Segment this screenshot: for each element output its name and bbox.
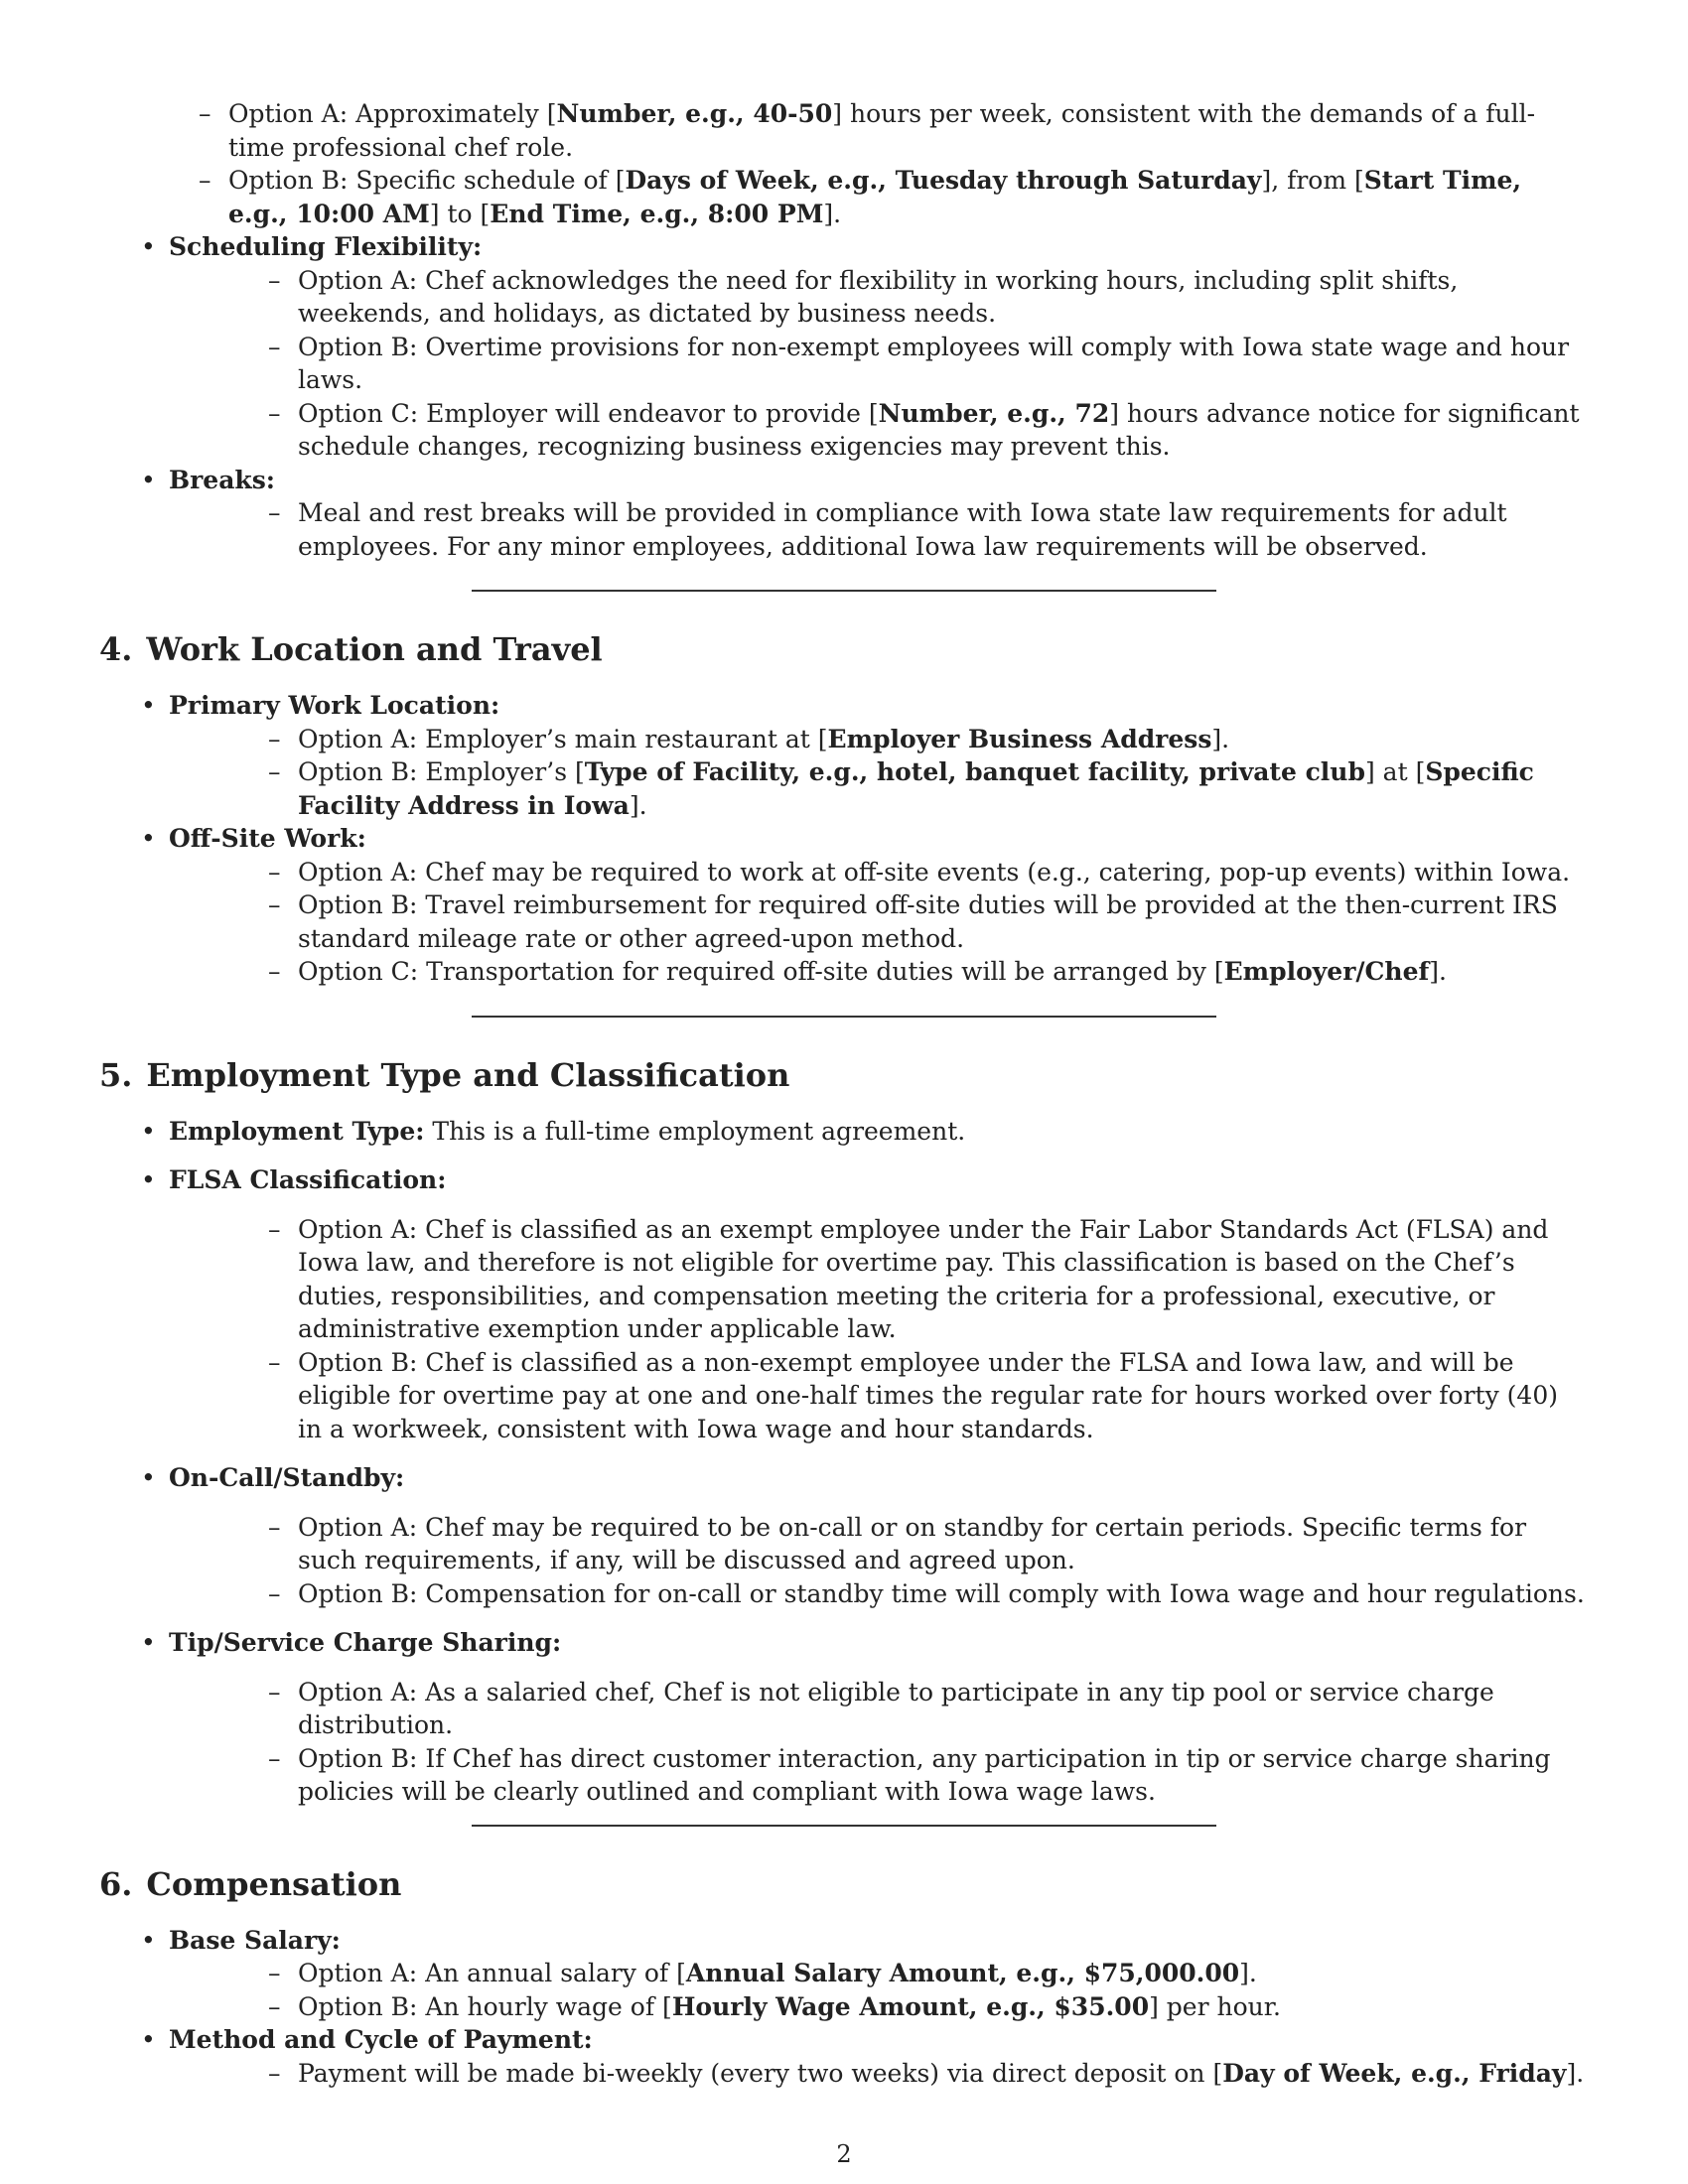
section-5-number: 5. bbox=[99, 1055, 133, 1094]
bullet-item bbox=[99, 1115, 1589, 1149]
bullet-marker: • bbox=[141, 824, 156, 853]
sub-item bbox=[169, 264, 1589, 331]
section-5-heading bbox=[99, 1055, 1589, 1095]
bullet-label: Base Salary: bbox=[169, 1925, 341, 1955]
bullet-item bbox=[99, 689, 1589, 822]
section-divider bbox=[472, 1016, 1216, 1018]
dash-marker: – bbox=[268, 1677, 281, 1706]
bullet-label: On-Call/Standby: bbox=[169, 1463, 405, 1492]
placeholder-field: Annual Salary Amount, e.g., $75,000.00 bbox=[685, 1959, 1240, 1987]
sub-list bbox=[169, 723, 1589, 823]
sub-list bbox=[169, 264, 1589, 464]
text-run: Option B: Compensation for on-call or standby time will comply with Iowa wage and hour regulations. bbox=[298, 1578, 1585, 1608]
placeholder-field: Hourly Wage Amount, e.g., $35.00 bbox=[671, 1991, 1150, 2021]
text-run: ] hours per week, consistent with the demands of a full-time professional chef role. bbox=[228, 99, 1536, 162]
dash-marker: – bbox=[268, 332, 281, 361]
bullet-item bbox=[99, 1163, 1589, 1445]
placeholder-field: Specific Facility Address in Iowa bbox=[298, 757, 1534, 820]
sub-item bbox=[169, 755, 1589, 822]
text-run: ] to [ bbox=[429, 199, 491, 228]
text-run: Option A: Chef may be required to work at off-site events (e.g., catering, pop-up events) within Iowa. bbox=[298, 857, 1571, 887]
dash-marker: – bbox=[268, 1347, 281, 1377]
text-run: Option A: Approximately [ bbox=[228, 99, 557, 128]
sub-item bbox=[169, 723, 1589, 756]
sub-item bbox=[169, 496, 1589, 563]
sub-item bbox=[169, 1511, 1589, 1577]
text-run: Option A: Employer’s main restaurant at [ bbox=[298, 724, 828, 753]
dash-marker: – bbox=[268, 757, 281, 786]
sub-item bbox=[169, 1346, 1589, 1446]
bullet-marker: • bbox=[141, 1628, 156, 1657]
sub-list bbox=[169, 856, 1589, 989]
placeholder-field: Day of Week, e.g., Friday bbox=[1222, 2058, 1567, 2088]
bullet-text: This is a full-time employment agreement. bbox=[424, 1116, 966, 1146]
bullet-label: Employment Type: bbox=[169, 1116, 425, 1146]
section-4-heading bbox=[99, 629, 1589, 669]
text-run: Option B: Overtime provisions for non-exempt employees will comply with Iowa state wage and hour laws. bbox=[298, 332, 1570, 394]
bullet-item bbox=[99, 2023, 1589, 2090]
placeholder-field: End Time, e.g., 8:00 PM bbox=[490, 199, 824, 228]
text-run: Option B: An hourly wage of [ bbox=[298, 1991, 672, 2021]
dash-marker: – bbox=[268, 1959, 281, 1987]
text-run: ]. bbox=[1429, 957, 1447, 986]
bullet-item bbox=[99, 464, 1589, 564]
sub-list bbox=[169, 1511, 1589, 1611]
bullet-label: FLSA Classification: bbox=[169, 1165, 447, 1194]
placeholder-field: Start Time, e.g., 10:00 AM bbox=[228, 166, 1522, 228]
dash-marker: – bbox=[268, 498, 281, 527]
section-divider bbox=[472, 1825, 1216, 1827]
dash-marker: – bbox=[268, 1991, 281, 2021]
dash-marker: – bbox=[268, 957, 281, 986]
text-run: Option B: Travel reimbursement for required off-site duties will be provided at the then-current IRS standard mileage rate or other agreed-upon method. bbox=[298, 890, 1558, 953]
dash-marker: – bbox=[268, 1512, 281, 1542]
section-5-title: Employment Type and Classification bbox=[146, 1055, 790, 1094]
placeholder-field: Employer/Chef bbox=[1223, 957, 1430, 986]
section-6-number: 6. bbox=[99, 1864, 133, 1903]
sub-item bbox=[169, 856, 1589, 889]
section-5-bullet-list bbox=[99, 1115, 1589, 1809]
sub-item bbox=[169, 1676, 1589, 1742]
text-run: ]. bbox=[1211, 724, 1230, 753]
dash-marker: – bbox=[199, 166, 211, 195]
sub-item bbox=[169, 1742, 1589, 1809]
sub-item bbox=[169, 1213, 1589, 1346]
text-run: ], from [ bbox=[1261, 166, 1364, 195]
section-divider bbox=[472, 590, 1216, 592]
dash-marker: – bbox=[268, 1743, 281, 1773]
bullet-label: Breaks: bbox=[169, 465, 276, 494]
sub-item bbox=[169, 331, 1589, 397]
placeholder-field: Type of Facility, e.g., hotel, banquet facility, private club bbox=[584, 757, 1365, 786]
text-run: Option A: Chef may be required to be on-call or on standby for certain periods. Specific terms for such requirements, if any, will be discussed and agreed upon. bbox=[298, 1512, 1527, 1574]
bullet-marker: • bbox=[141, 1116, 156, 1146]
sub-item bbox=[169, 1990, 1589, 2024]
sub-item bbox=[169, 888, 1589, 955]
sub-item bbox=[99, 164, 1589, 230]
text-run: Option B: Specific schedule of [ bbox=[228, 166, 626, 195]
section-6-title: Compensation bbox=[146, 1864, 402, 1903]
bullet-item bbox=[99, 230, 1589, 464]
dash-marker: – bbox=[199, 99, 211, 128]
dash-marker: – bbox=[268, 1578, 281, 1608]
sub-list bbox=[169, 1676, 1589, 1809]
text-run: Payment will be made bi-weekly (every two weeks) via direct deposit on [ bbox=[298, 2058, 1223, 2088]
placeholder-field: Days of Week, e.g., Tuesday through Saturday bbox=[625, 166, 1262, 195]
text-run: ]. bbox=[1239, 1959, 1257, 1987]
text-run: ]. bbox=[629, 790, 647, 820]
dash-marker: – bbox=[268, 890, 281, 919]
page-number: 2 bbox=[836, 2140, 852, 2168]
sub-list bbox=[169, 1957, 1589, 2023]
bullet-item bbox=[99, 1461, 1589, 1610]
bullet-marker: • bbox=[141, 1925, 156, 1955]
bullet-marker: • bbox=[141, 1165, 156, 1194]
text-run: Option A: As a salaried chef, Chef is not eligible to participate in any tip pool or service charge distribution. bbox=[298, 1677, 1494, 1739]
sub-list bbox=[169, 496, 1589, 563]
text-run: ] at [ bbox=[1364, 757, 1426, 786]
bullet-marker: • bbox=[141, 691, 156, 720]
section-4-bullet-list bbox=[99, 689, 1589, 989]
bullet-item bbox=[99, 822, 1589, 989]
placeholder-field: Employer Business Address bbox=[827, 724, 1212, 753]
text-run: Option C: Employer will endeavor to provide [ bbox=[298, 398, 879, 428]
dash-marker: – bbox=[268, 265, 281, 295]
text-run: Option B: Employer’s [ bbox=[298, 757, 585, 786]
bullet-label: Primary Work Location: bbox=[169, 691, 500, 720]
placeholder-field: Number, e.g., 40-50 bbox=[556, 99, 833, 128]
section-6-heading bbox=[99, 1864, 1589, 1904]
sub-item bbox=[169, 1577, 1589, 1611]
sub-list bbox=[169, 2057, 1589, 2091]
dash-marker: – bbox=[268, 398, 281, 428]
section-4-number: 4. bbox=[99, 630, 133, 668]
sub-list bbox=[169, 1213, 1589, 1446]
section-6-bullet-list bbox=[99, 1924, 1589, 2091]
bullet-marker: • bbox=[141, 232, 156, 261]
bullet-label: Method and Cycle of Payment: bbox=[169, 2025, 593, 2054]
bullet-label: Off-Site Work: bbox=[169, 824, 366, 853]
section-3-bullet-list bbox=[99, 230, 1589, 563]
bullet-marker: • bbox=[141, 465, 156, 494]
dash-marker: – bbox=[268, 724, 281, 753]
bullet-item bbox=[99, 1924, 1589, 2024]
dash-marker: – bbox=[268, 1214, 281, 1244]
text-run: ]. bbox=[1566, 2058, 1585, 2088]
text-run: Option A: Chef acknowledges the need for flexibility in working hours, including split shifts, weekends, and holidays, as dictated by business needs. bbox=[298, 265, 1459, 328]
sub-item bbox=[99, 97, 1589, 164]
bullet-item bbox=[99, 1626, 1589, 1809]
bullet-marker: • bbox=[141, 2025, 156, 2054]
text-run: Meal and rest breaks will be provided in compliance with Iowa state law requirements for adult employees. For any minor employees, additional Iowa law requirements will be observed. bbox=[298, 498, 1507, 561]
text-run: Option A: Chef is classified as an exempt employee under the Fair Labor Standards Act (FLSA) and Iowa law, and therefore is not eligible for overtime pay. This classification is based on the Chef’s duties, responsibilities, and compensation meeting the criteria for a professional, executive, or administrative exemption under applicable law. bbox=[298, 1214, 1549, 1343]
dash-marker: – bbox=[268, 2058, 281, 2088]
section-4-title: Work Location and Travel bbox=[146, 630, 603, 668]
sub-item bbox=[169, 397, 1589, 464]
placeholder-field: Number, e.g., 72 bbox=[878, 398, 1110, 428]
hours-continuation-list bbox=[99, 97, 1589, 230]
sub-item bbox=[169, 1957, 1589, 1990]
bullet-label: Scheduling Flexibility: bbox=[169, 232, 483, 261]
text-run: ]. bbox=[823, 199, 842, 228]
text-run: Option B: If Chef has direct customer interaction, any participation in tip or service charge sharing policies will be clearly outlined and compliant with Iowa wage laws. bbox=[298, 1743, 1551, 1806]
bullet-label: Tip/Service Charge Sharing: bbox=[169, 1628, 562, 1657]
sub-item bbox=[169, 2057, 1589, 2091]
text-run: Option B: Chef is classified as a non-exempt employee under the FLSA and Iowa law, and will be eligible for overtime pay at one and one-half times the regular rate for hours worked over forty (40) in a workweek, consistent with Iowa wage and hour standards. bbox=[298, 1347, 1558, 1443]
text-run: Option A: An annual salary of [ bbox=[298, 1959, 686, 1987]
text-run: ] hours advance notice for significant schedule changes, recognizing business exigencies may prevent this. bbox=[298, 398, 1580, 461]
text-run: Option C: Transportation for required off-site duties will be arranged by [ bbox=[298, 957, 1224, 986]
sub-item bbox=[169, 955, 1589, 989]
bullet-marker: • bbox=[141, 1463, 156, 1492]
document-page bbox=[99, 97, 1589, 2090]
dash-marker: – bbox=[268, 857, 281, 887]
text-run: ] per hour. bbox=[1149, 1991, 1281, 2021]
